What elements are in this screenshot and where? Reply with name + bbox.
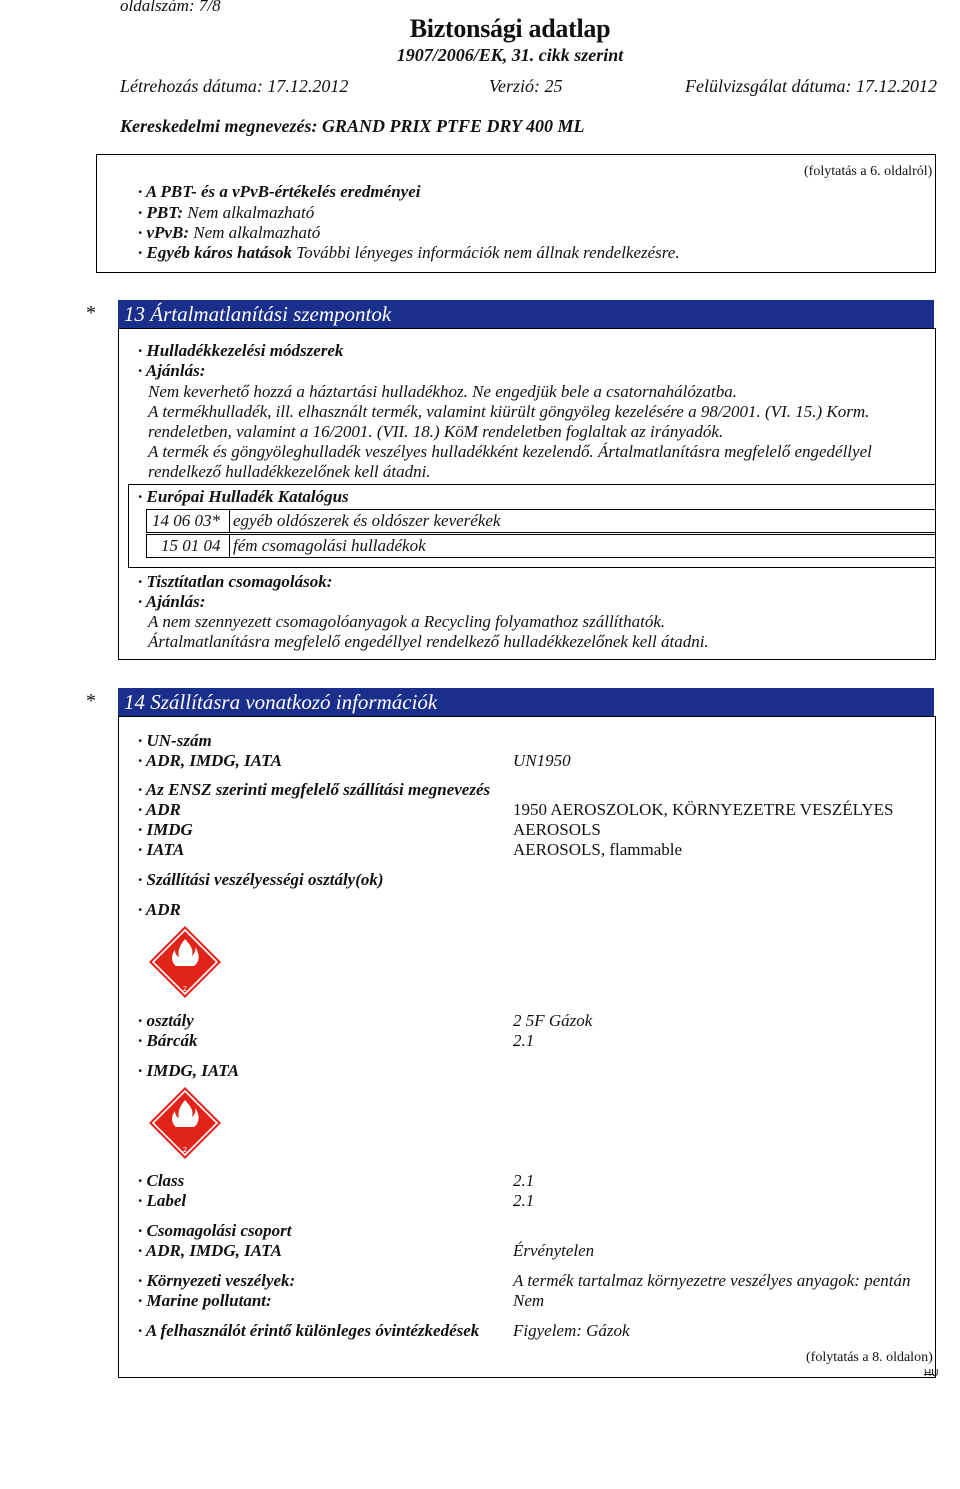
un-number-heading: · UN-szám [138,731,212,750]
disposal-text-4: A termék és göngyöleghulladék veszélyes hulladékként kezelendő. Ártalmatlanításra megfelelő engedéllyel [148,442,872,461]
hazard-class-heading: · Szállítási veszélyességi osztály(ok) [138,870,384,889]
marine-pollutant-value: Nem [513,1291,545,1310]
diamond-class-number: 2 [182,1146,188,1154]
revision-marker: * [86,302,96,324]
catalog-row [146,509,936,533]
class-en-value: 2.1 [513,1171,535,1190]
marine-pollutant-label: · Marine pollutant: [138,1291,272,1310]
disposal-text-2: A termékhulladék, ill. elhasznált termék, valamint kiürült göngyöleg kezelésére a 98/2001. (VI. 15.) Korm. [148,402,870,421]
iata-label: · IATA [138,840,185,859]
creation-date: Létrehozás dátuma: 17.12.2012 [120,76,349,96]
imdg-value: AEROSOLS [513,820,601,839]
page-number: oldalszám: 7/8 [120,0,221,15]
catalog-code: 14 06 03* [152,511,220,530]
packaging-text-2: Ártalmatlanításra megfelelő engedéllyel rendelkező hulladékkezelőnek kell átadni. [148,632,709,651]
disposal-text-1: Nem keverhető hozzá a háztartási hulladékhoz. Ne engedjük bele a csatornahálózatba. [148,382,737,401]
pbt-line: · PBT: Nem alkalmazható [138,203,315,222]
adr-value: 1950 AEROSZOLOK, KÖRNYEZETRE VESZÉLYES [513,800,894,819]
pbt-heading: · A PBT- és a vPvB-értékelés eredményei [138,182,421,201]
imdg-label: · IMDG [138,820,193,839]
section-14-header: 14 Szállításra vonatkozó információk [118,688,934,716]
class-value: 2 5F Gázok [513,1011,593,1030]
recommendation-heading: · Ajánlás: [138,361,206,380]
revision-marker: * [86,690,96,712]
flammable-gas-hazard-icon [148,1086,222,1160]
class-en-label: · Class [138,1171,185,1190]
shipping-name-heading: · Az ENSZ szerinti megfelelő szállítási megnevezés [138,780,491,799]
flammable-gas-hazard-icon [148,925,222,999]
catalog-desc: fém csomagolási hulladékok [233,536,426,555]
vpvb-line: · vPvB: Nem alkalmazható [138,223,321,242]
catalog-row [146,534,936,558]
label-en-label: · Label [138,1191,187,1210]
document-subtitle: 1907/2006/EK, 31. cikk szerint [396,45,624,65]
packing-group-heading: · Csomagolási csoport [138,1221,292,1240]
version: Verzió: 25 [489,76,563,96]
iata-value: AEROSOLS, flammable [513,840,683,859]
catalog-code: 15 01 04 [161,536,221,555]
catalog-desc: egyéb oldószerek és oldószer keverékek [233,511,501,530]
imdg-iata-class-heading: · IMDG, IATA [138,1061,240,1080]
label-en-value: 2.1 [513,1191,535,1210]
language-code: HU [924,1368,939,1379]
packaging-text-1: A nem szennyezett csomagolóanyagok a Recycling folyamathoz szállíthatók. [148,612,666,631]
labels-label: · Bárcák [138,1031,198,1050]
special-precautions-label: · A felhasználót érintő különleges óvintézkedések [138,1321,480,1340]
product-name: Kereskedelmi megnevezés: GRAND PRIX PTFE DRY 400 ML [120,116,585,136]
disposal-text-5: rendelkező hulladékkezelőnek kell átadni. [148,462,431,481]
env-hazards-label: · Környezeti veszélyek: [138,1271,296,1290]
section-13-header: 13 Ártalmatlanítási szempontok [118,300,934,328]
continued-on: (folytatás a 8. oldalon) [806,1350,933,1365]
diamond-class-number: 2 [182,985,188,993]
packing-group-label: · ADR, IMDG, IATA [138,1241,282,1260]
labels-value: 2.1 [513,1031,535,1050]
env-hazards-value: A termék tartalmaz környezetre veszélyes anyagok: pentán [513,1271,911,1290]
special-precautions-value: Figyelem: Gázok [513,1321,630,1340]
waste-methods-heading: · Hulladékkezelési módszerek [138,341,344,360]
disposal-text-3: rendeletben, valamint a 16/2001. (VII. 18.) KöM rendeletben foglaltak az irányadók. [148,422,724,441]
adr-class-heading: · ADR [138,900,181,919]
packing-group-value: Érvénytelen [513,1241,595,1260]
waste-catalog-heading: · Európai Hulladék Katalógus [138,487,349,506]
revision-date: Felülvizsgálat dátuma: 17.12.2012 [685,76,937,96]
class-label: · osztály [138,1011,194,1030]
adr-label: · ADR [138,800,181,819]
un-number-value: UN1950 [513,751,571,770]
un-number-label: · ADR, IMDG, IATA [138,751,282,770]
document-title: Biztonsági adatlap [409,14,611,43]
continued-from: (folytatás a 6. oldalról) [804,164,933,179]
uncleaned-packaging-heading: · Tisztítatlan csomagolások: [138,572,333,591]
other-effects-line: · Egyéb káros hatások További lényeges információk nem állnak rendelkezésre. [138,243,680,262]
recommendation-heading-2: · Ajánlás: [138,592,206,611]
